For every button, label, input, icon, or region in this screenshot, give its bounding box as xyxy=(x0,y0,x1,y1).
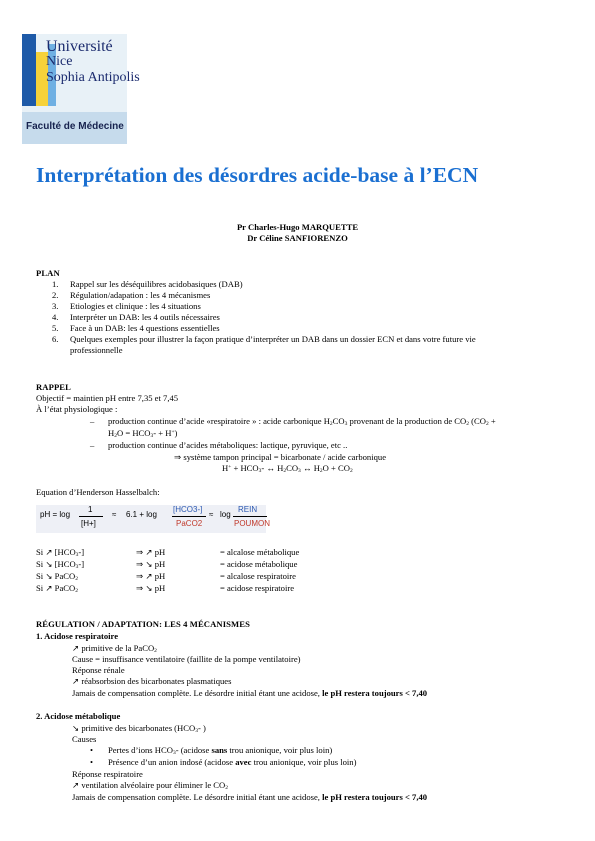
plan-item: 1. Rappel sur les déséquilibres acidobasiques (DAB) xyxy=(52,279,243,289)
formula-hco3: [HCO3-] xyxy=(173,505,203,514)
page-title: Interprétation des désordres acide-base à l’ECN xyxy=(36,163,479,187)
formula-main: 6.1 + log xyxy=(126,510,157,519)
henderson-formula xyxy=(36,505,270,533)
formula-poumon: POUMON xyxy=(234,519,270,528)
s1-line-4: ↗ réabsorbsion des bicarbonates plasmatiques xyxy=(72,676,232,686)
rappel-dash-1: production continue d’acide «respiratoire » : acide carbonique $H_2CO_3$ provenant de la production de $CO_2$ ($CO_2$ + xyxy=(108,416,496,427)
formula-approx: ≈ xyxy=(112,510,117,519)
fraction-bar xyxy=(172,516,206,517)
faculty-name: Faculté de Médecine xyxy=(26,121,124,132)
dab-cause: Si ↗ $[HCO_3-]$ xyxy=(36,547,85,558)
s2-bullet-2: Présence d’un anion indosé (acidose avec trou anionique, voir plus loin) xyxy=(108,757,357,767)
dab-cause: Si ↘ $[HCO_3-]$ xyxy=(36,559,85,570)
bullet: • xyxy=(90,745,94,755)
faculty-banner xyxy=(22,112,127,144)
author-2: Dr Céline SANFIORENZO xyxy=(247,233,348,243)
plan-item: 6. Quelques exemples pour illustrer la façon pratique d’interpréter un DAB dans un dossier ECN et dans votre future vie xyxy=(52,334,476,344)
dab-result: = alcalose métabolique xyxy=(220,547,300,557)
logo-line-2: Nice xyxy=(46,54,73,69)
dab-cause: Si ↗ PaCO$_2$ xyxy=(36,583,78,594)
rappel-tampon: ⇒ système tampon principal = bicarbonate / acide carbonique xyxy=(174,452,387,462)
plan-list xyxy=(52,279,476,356)
dab-cause: Si ↘ PaCO$_2$ xyxy=(36,571,78,582)
formula-rein: REIN xyxy=(238,505,258,514)
university-logo xyxy=(22,34,140,144)
dab-result: = acidose métabolique xyxy=(220,559,298,569)
formula-numerator: 1 xyxy=(88,505,93,514)
plan-heading: PLAN xyxy=(36,268,60,278)
section-acidose-respiratoire: 1. Acidose respiratoire xyxy=(36,631,119,641)
dab-effect: ⇒ ↗ pH xyxy=(136,547,166,557)
s1-line-2: Cause = insuffisance ventilatoire (faillite de la pompe ventilatoire) xyxy=(72,654,301,664)
rappel-heading: RAPPEL xyxy=(36,382,71,392)
formula-paco2: PaCO2 xyxy=(176,519,203,528)
s1-line-1: ↗ primitive de la PaCO$_2$ xyxy=(72,643,157,654)
logo-line-1: Université xyxy=(46,38,113,55)
fraction-bar xyxy=(79,516,103,517)
dab-effect: ⇒ ↗ pH xyxy=(136,571,166,581)
formula-ph: pH = log xyxy=(40,510,71,519)
plan-item: 4. Interpréter un DAB: les 4 outils nécessaires xyxy=(52,312,220,322)
plan-item: 2. Régulation/adapation : les 4 mécanismes xyxy=(52,290,211,300)
plan-item: professionnelle xyxy=(70,345,123,355)
dash-marker: – xyxy=(90,440,95,450)
s2-line-2: Causes xyxy=(72,734,97,744)
logo-bar-blue xyxy=(22,34,36,106)
author-1: Pr Charles-Hugo MARQUETTE xyxy=(236,222,359,232)
henderson-label: Equation d’Henderson Hasselbalch: xyxy=(36,487,160,497)
s2-bullet-1: Pertes d’ions $HCO_3-$ (acidose sans trou anionique, voir plus loin) xyxy=(108,745,333,756)
rappel-physio: À l’état physiologique : xyxy=(36,404,118,414)
formula-log: log xyxy=(220,510,231,519)
rappel-objectif: Objectif = maintien pH entre 7,35 et 7,45 xyxy=(36,393,179,403)
plan-item: 3. Etiologies et clinique : les 4 situations xyxy=(52,301,201,311)
section-acidose-metabolique: 2. Acidose métabolique xyxy=(36,711,121,721)
formula-hplus: [H+] xyxy=(81,519,96,528)
fraction-bar xyxy=(233,516,267,517)
bullet: • xyxy=(90,757,94,767)
dab-result: = alcalose respiratoire xyxy=(220,571,296,581)
plan-item: 5. Face à un DAB: les 4 questions essentielles xyxy=(52,323,220,333)
s2-line-3: Réponse respiratoire xyxy=(72,769,143,779)
s1-line-5: Jamais de compensation complète. Le désordre initial étant une acidose, le pH restera toujours < 7,40 xyxy=(72,688,428,698)
dab-result: = acidose respiratoire xyxy=(220,583,295,593)
logo-line-3: Sophia Antipolis xyxy=(46,70,140,85)
dab-effect: ⇒ ↘ pH xyxy=(136,559,166,569)
rappel-dash-2: production continue d’acides métaboliques: lactique, pyruvique, etc .. xyxy=(108,440,348,450)
s2-line-1: ↘ primitive des bicarbonates ($HCO_3-$ ) xyxy=(72,723,206,734)
dash-marker: – xyxy=(90,416,95,426)
s1-line-3: Réponse rénale xyxy=(72,665,125,675)
formula-approx: ≈ xyxy=(209,510,214,519)
dab-effect: ⇒ ↘ pH xyxy=(136,583,166,593)
rappel-equation: $H^+ + HCO_3-$ ↔ $H_2CO_3$ ↔ $H_2O + CO_2$ xyxy=(222,463,353,474)
rappel-dash-1-cont: $H_2O = HCO_3- + H^+$) xyxy=(108,428,178,439)
regulation-heading: RÉGULATION / ADAPTATION: LES 4 MÉCANISMES xyxy=(36,619,250,629)
s2-line-4: ↗ ventilation alvéolaire pour éliminer le $CO_2$ xyxy=(72,780,228,791)
s2-line-5: Jamais de compensation complète. Le désordre initial étant une acidose, le pH restera toujours < 7,40 xyxy=(72,792,428,802)
